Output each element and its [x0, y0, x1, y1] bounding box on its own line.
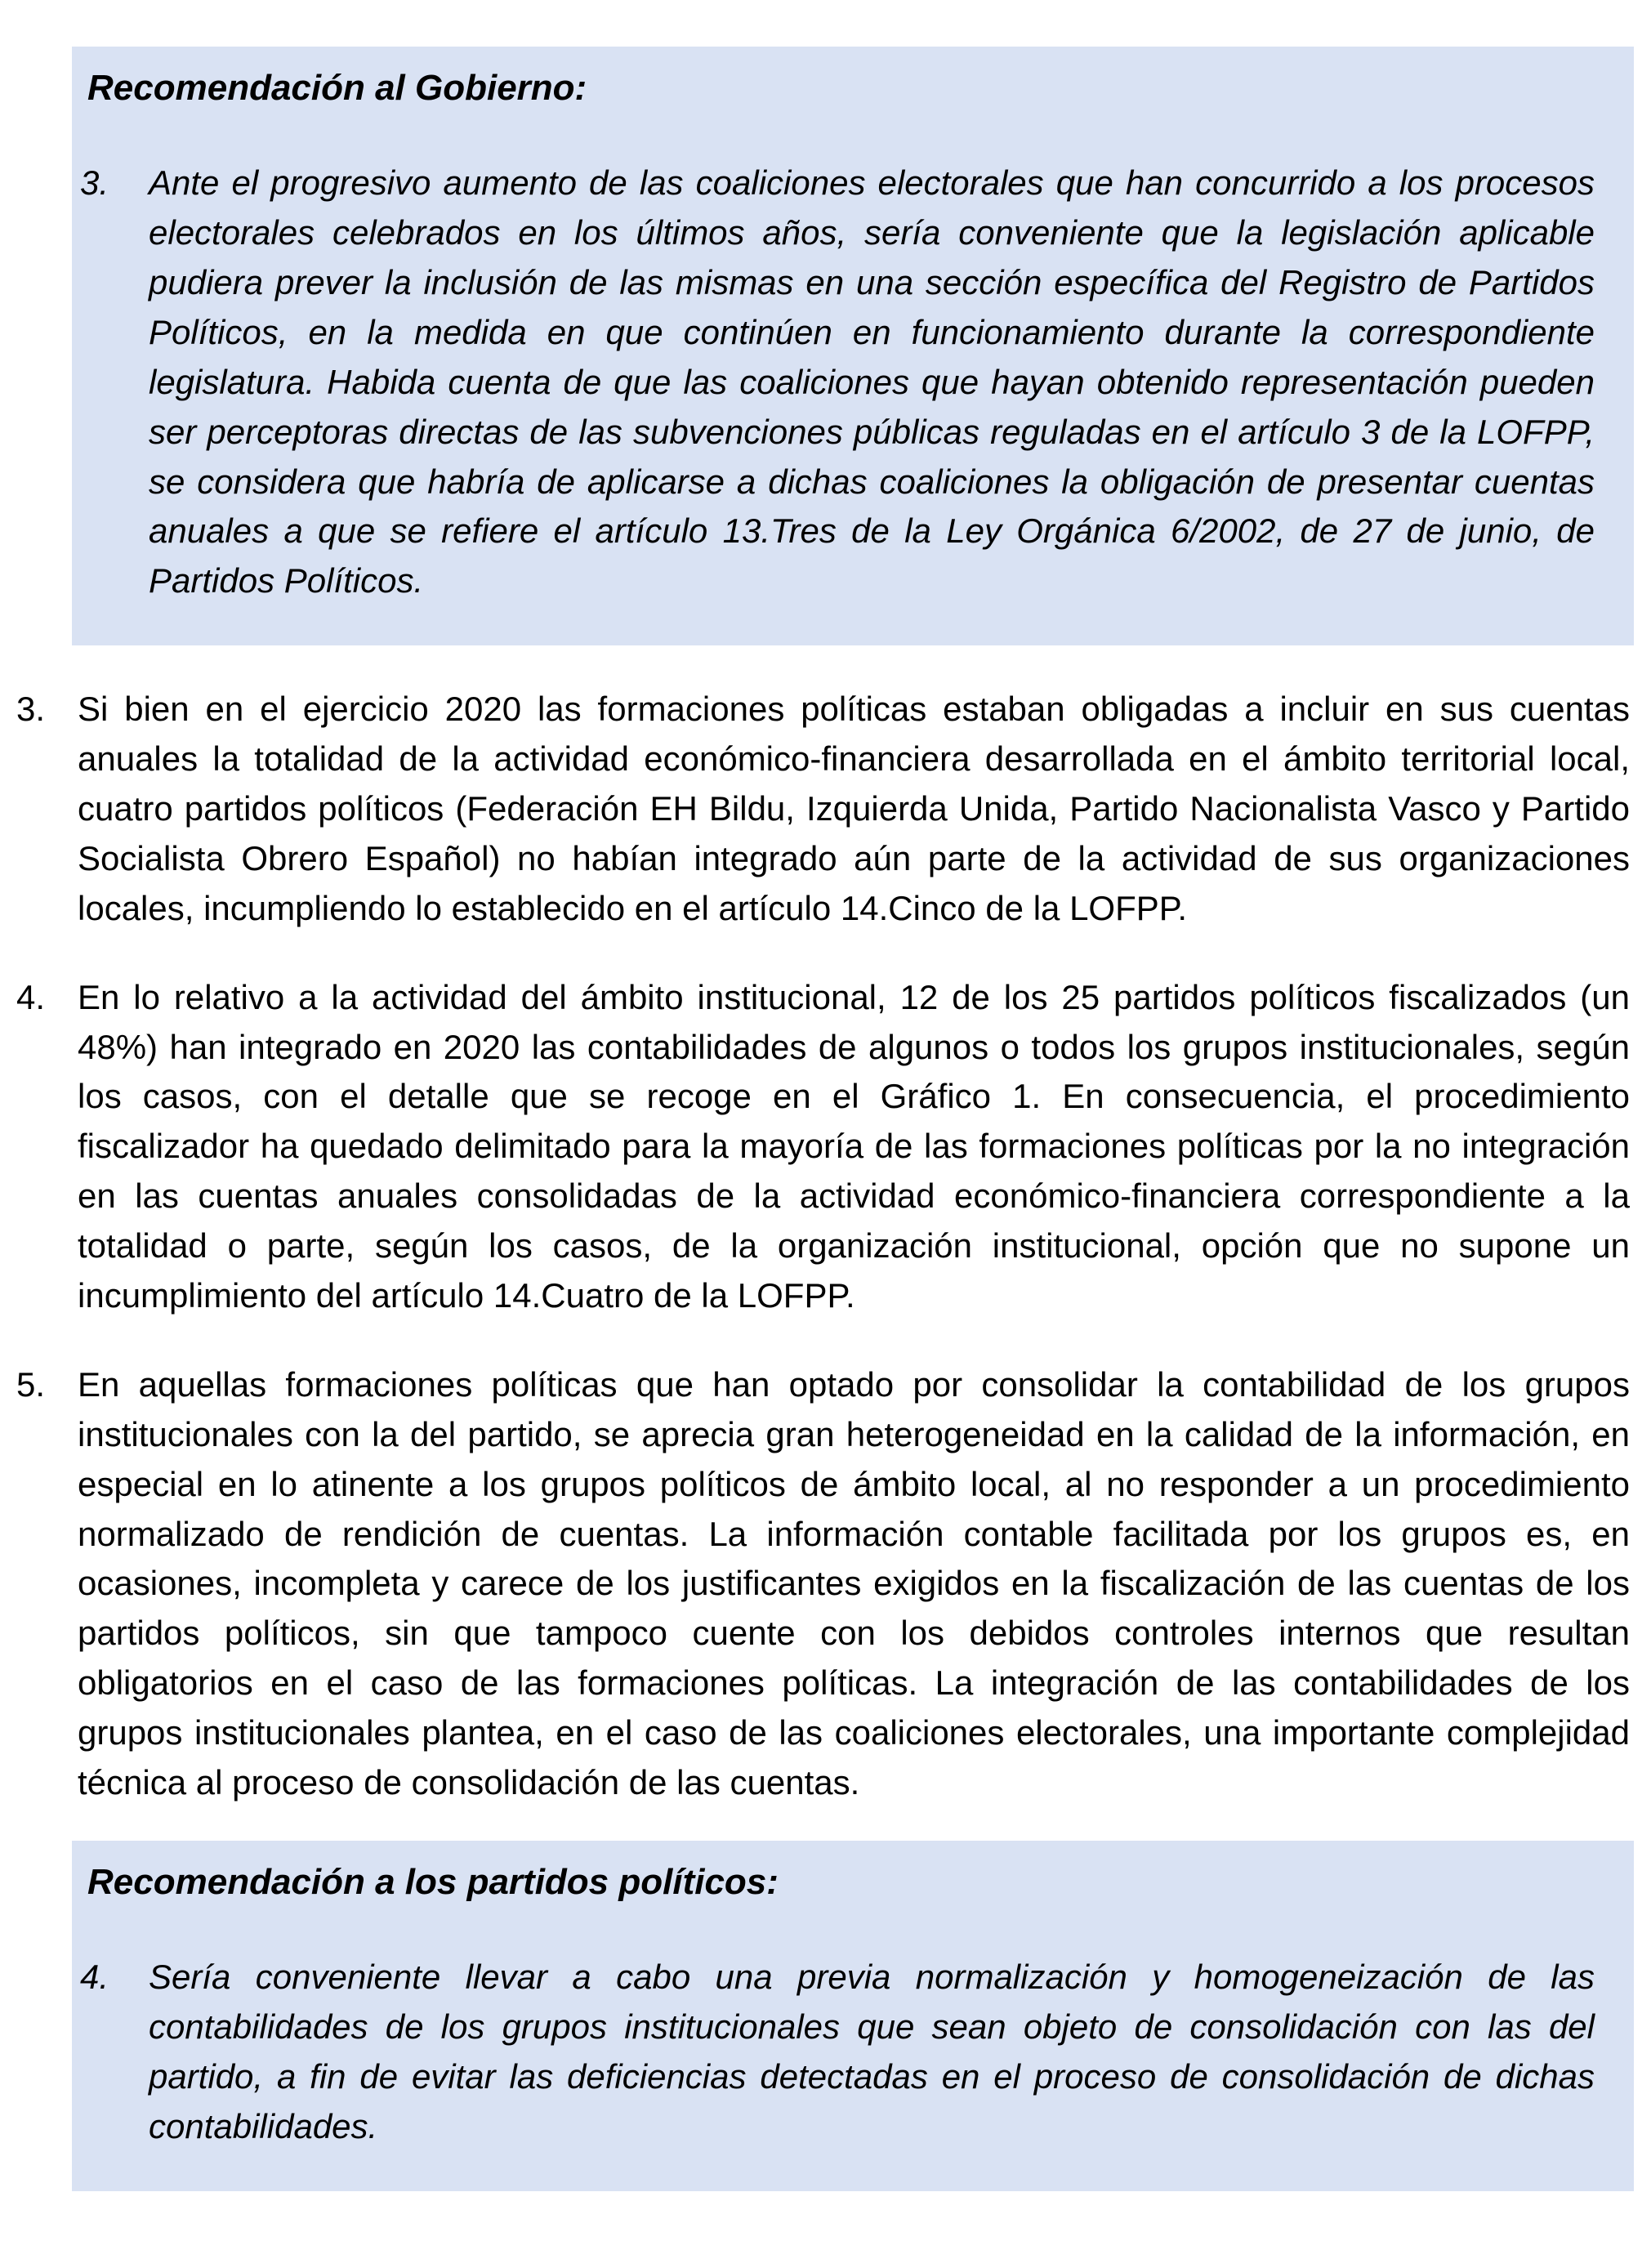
recommendation-parties-heading: Recomendación a los partidos políticos:: [87, 1861, 779, 1902]
paragraph-number: 3.: [16, 690, 46, 729]
paragraph-number: 5.: [16, 1364, 46, 1404]
recommendation-item-number: 3.: [80, 163, 109, 203]
recommendation-box-government: [72, 47, 1634, 645]
recommendation-item-text: Ante el progresivo aumento de las coaliciones electorales que han concurrido a los procesos electorales celebrados en los últimos años, sería conveniente que la legislación aplicable pudiera prever la inclusión de las mismas en una sección específica del Registro de Partidos Políticos, en la medida en que continúen en funcionamiento durante la correspondiente legislatura. Habida cuenta de que las coaliciones que hayan obtenido representación pueden ser perceptoras directas de las subvenciones públicas reguladas en el artículo 3 de la LOFPP, se considera que habría de aplicarse a dichas coaliciones la obligación de presentar cuentas anuales a que se refiere el artículo 13.Tres de la Ley Orgánica 6/2002, de 27 de junio, de Partidos Políticos.: [149, 163, 1595, 600]
numbered-paragraph-3: [16, 685, 1630, 933]
numbered-paragraph-5: [16, 1360, 1630, 1808]
numbered-paragraph-4: [16, 973, 1630, 1321]
recommendation-item-number: 4.: [80, 1958, 109, 1997]
recommendation-government-item: [80, 158, 1609, 606]
recommendation-item-text: Sería conveniente llevar a cabo una previa normalización y homogeneización de las contabilidades de los grupos institucionales que sean objeto de consolidación con las del partido, a fin de evitar las deficiencias detectadas en el proceso de consolidación de dichas contabilidades.: [149, 1958, 1595, 2145]
paragraph-text: En aquellas formaciones políticas que han optado por consolidar la contabilidad de los grupos institucionales con la del partido, se aprecia gran heterogeneidad en la calidad de la información, en especial en lo atinente a los grupos políticos de ámbito local, al no responder a un procedimiento normalizado de rendición de cuentas. La información contable facilitada por los grupos es, en ocasiones, incompleta y carece de los justificantes exigidos en la fiscalización de las cuentas de los partidos políticos, sin que tampoco cuente con los debidos controles internos que resultan obligatorios en el caso de las formaciones políticas. La integración de las contabilidades de los grupos institucionales plantea, en el caso de las coaliciones electorales, una importante complejidad técnica al proceso de consolidación de las cuentas.: [78, 1364, 1630, 1802]
recommendation-box-parties: [72, 1841, 1634, 2191]
recommendation-parties-item: [80, 1953, 1609, 2152]
paragraph-text: Si bien en el ejercicio 2020 las formaciones políticas estaban obligadas a incluir en sus cuentas anuales la totalidad de la actividad económico-financiera desarrollada en el ámbito territorial local, cuatro partidos políticos (Federación EH Bildu, Izquierda Unida, Partido Nacionalista Vasco y Partido Socialista Obrero Español) no habían integrado aún parte de la actividad de sus organizaciones locales, incumpliendo lo establecido en el artículo 14.Cinco de la LOFPP.: [78, 690, 1630, 927]
paragraph-text: En lo relativo a la actividad del ámbito institucional, 12 de los 25 partidos políticos fiscalizados (un 48%) han integrado en 2020 las contabilidades de algunos o todos los grupos institucionales, según los casos, con el detalle que se recoge en el Gráfico 1. En consecuencia, el procedimiento fiscalizador ha quedado delimitado para la mayoría de las formaciones políticas por la no integración en las cuentas anuales consolidadas de la actividad económico-financiera correspondiente a la totalidad o parte, según los casos, de la organización institucional, opción que no supone un incumplimiento del artículo 14.Cuatro de la LOFPP.: [78, 977, 1630, 1315]
recommendation-government-heading: Recomendación al Gobierno:: [87, 68, 587, 108]
paragraph-number: 4.: [16, 977, 46, 1016]
